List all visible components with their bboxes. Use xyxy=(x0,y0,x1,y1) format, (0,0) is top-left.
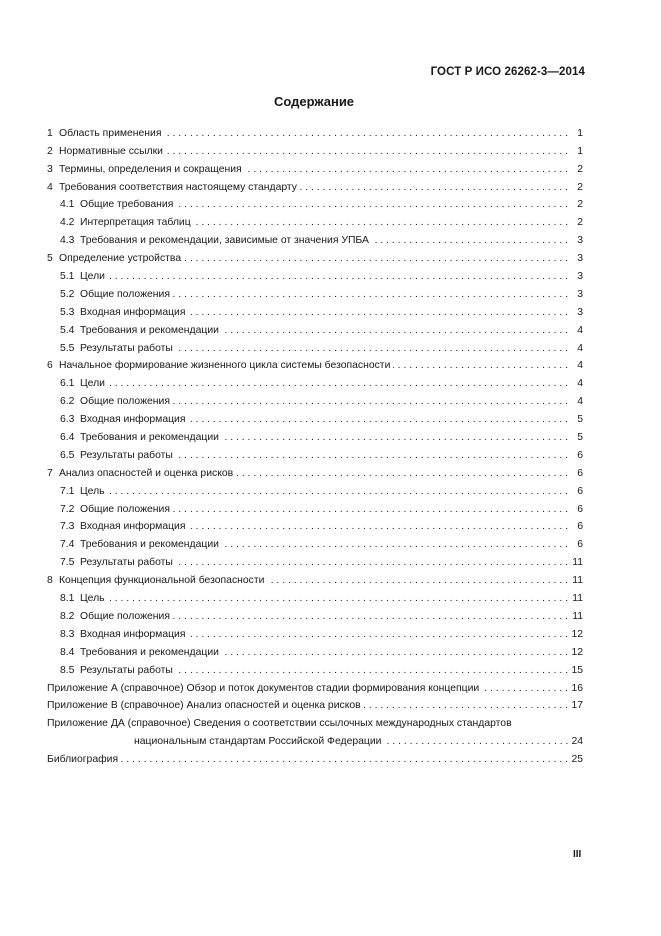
toc-entry[interactable] xyxy=(47,443,583,461)
toc-entry-title xyxy=(47,665,173,676)
dot-leader xyxy=(222,431,568,443)
toc-entry-page: 3 xyxy=(577,235,583,247)
toc-entry-number: 5.2 xyxy=(60,288,75,300)
toc-entry-number: 5.4 xyxy=(60,324,75,336)
toc-entry-page: 11 xyxy=(572,610,583,622)
toc-entry-label: Результаты работы xyxy=(80,449,173,461)
toc-entry-number: 5.5 xyxy=(60,342,75,354)
dot-leader xyxy=(222,324,568,336)
toc-entry-page: 11 xyxy=(572,593,583,605)
toc-entry-label: Требования соответствия настоящему стандарту xyxy=(59,181,297,193)
toc-entry-page: 25 xyxy=(571,754,583,766)
toc-entry[interactable] xyxy=(47,336,583,354)
toc-entry-label: Библиография xyxy=(47,754,119,766)
toc-entry-title xyxy=(47,700,361,711)
toc-entry-title xyxy=(47,683,479,694)
toc-entry-page: 1 xyxy=(577,127,583,139)
toc-appendix[interactable] xyxy=(47,694,583,712)
toc-entry-label: Требования и рекомендации xyxy=(80,432,219,444)
toc-entry-label: Результаты работы xyxy=(80,664,173,676)
toc-entry-label: Приложение А (справочное) Обзор и поток документов стадии формирования концепции xyxy=(47,682,480,694)
toc-entry[interactable] xyxy=(47,550,583,568)
dot-leader xyxy=(176,342,568,354)
dot-leader xyxy=(267,574,568,586)
toc-entry-page: 4 xyxy=(577,342,583,354)
toc-entry-page: 15 xyxy=(571,664,583,676)
toc-entry[interactable] xyxy=(47,568,583,586)
toc-entry-label: Цель xyxy=(80,485,105,497)
toc-entry-page: 6 xyxy=(577,521,583,533)
toc-entry-label: Интерпретация таблиц xyxy=(80,217,191,229)
toc-entry-label: Концепция функциональной безопасности xyxy=(59,575,265,587)
toc-entry-label: Входная информация xyxy=(80,521,186,533)
toc-entry-number: 5 xyxy=(47,253,53,265)
toc-entry-number: 6.3 xyxy=(60,414,75,426)
dot-leader xyxy=(184,252,568,264)
toc-entry-page: 3 xyxy=(577,253,583,265)
toc-entry-page: 1 xyxy=(577,145,583,157)
toc-entry-label: Общие требования xyxy=(80,199,174,211)
toc-entry-page: 2 xyxy=(577,163,583,175)
toc-entry-label: Определение устройства xyxy=(59,253,182,265)
toc-entry[interactable] xyxy=(47,622,583,640)
dot-leader xyxy=(166,145,568,157)
toc-entry-page: 6 xyxy=(577,485,583,497)
toc-entry-page: 6 xyxy=(577,449,583,461)
toc-entry[interactable] xyxy=(47,479,583,497)
toc-entry-number: 7.2 xyxy=(60,503,75,515)
table-of-contents xyxy=(47,121,583,765)
dot-leader xyxy=(173,288,568,300)
toc-entry-number: 4 xyxy=(47,181,53,193)
toc-entry-page: 12 xyxy=(571,628,583,640)
toc-title: Содержание xyxy=(273,94,355,109)
toc-entry-title xyxy=(47,343,173,354)
dot-leader xyxy=(393,359,568,371)
toc-entry[interactable] xyxy=(47,532,583,550)
toc-entry-label: Приложение В (справочное) Анализ опасностей и оценка рисков xyxy=(47,700,361,712)
toc-appendix-line2-text: национальным стандартам Российской Федерации xyxy=(134,736,382,748)
dot-leader xyxy=(108,270,568,282)
toc-entry-title xyxy=(47,539,219,550)
toc-entry-label: Общие положения xyxy=(80,503,170,515)
toc-entry-number: 7 xyxy=(47,467,53,479)
toc-entry[interactable] xyxy=(47,497,583,515)
dot-leader xyxy=(173,395,568,407)
toc-entry-number: 6.2 xyxy=(60,396,75,408)
dot-leader xyxy=(121,753,568,765)
toc-entry-page: 5 xyxy=(577,414,583,426)
toc-entry-number: 8.1 xyxy=(60,593,75,605)
toc-entry-label: Требования и рекомендации xyxy=(80,539,219,551)
toc-entry[interactable] xyxy=(47,157,583,175)
toc-entry-page: 2 xyxy=(577,181,583,193)
toc-entry-number: 8.4 xyxy=(60,646,75,658)
toc-entry[interactable] xyxy=(47,300,583,318)
toc-entry-label: Цель xyxy=(80,593,105,605)
toc-entry-page: 17 xyxy=(571,700,583,712)
toc-entry[interactable] xyxy=(47,318,583,336)
toc-entry-title xyxy=(47,593,105,604)
toc-entry-title xyxy=(47,414,186,425)
toc-entry-label: Общие положения xyxy=(80,288,170,300)
toc-entry[interactable] xyxy=(47,658,583,676)
dot-leader xyxy=(176,664,568,676)
toc-entry-title xyxy=(47,575,264,586)
toc-entry[interactable] xyxy=(47,604,583,622)
dot-leader xyxy=(364,699,568,711)
toc-entry-page: 3 xyxy=(577,306,583,318)
toc-entry-number: 7.5 xyxy=(60,557,75,569)
dot-leader xyxy=(300,181,568,193)
toc-entry-title xyxy=(47,754,118,765)
document-code: ГОСТ Р ИСО 26262-3—2014 xyxy=(430,66,585,78)
toc-entry-label: Общие положения xyxy=(80,396,170,408)
dot-leader xyxy=(189,413,569,425)
toc-entry[interactable] xyxy=(47,175,583,193)
toc-entry-label: Цели xyxy=(80,271,105,283)
dot-leader xyxy=(176,198,568,210)
dot-leader xyxy=(164,127,568,139)
toc-entry-label: Общие положения xyxy=(80,610,170,622)
toc-entry[interactable] xyxy=(47,389,583,407)
toc-entry[interactable] xyxy=(47,121,583,139)
dot-leader xyxy=(173,610,568,622)
dot-leader xyxy=(108,377,568,389)
dot-leader xyxy=(384,735,568,747)
toc-entry-title xyxy=(47,504,170,515)
toc-entry-page: 12 xyxy=(571,646,583,658)
toc-entry-page: 2 xyxy=(577,217,583,229)
toc-entry-number: 6.4 xyxy=(60,432,75,444)
toc-entry-label: Требования и рекомендации, зависимые от значения УПБА xyxy=(80,235,369,247)
toc-entry-label: Результаты работы xyxy=(80,557,173,569)
dot-leader xyxy=(189,628,569,640)
toc-entry-number: 8.3 xyxy=(60,628,75,640)
toc-entry-title xyxy=(47,217,191,228)
toc-entry[interactable] xyxy=(47,210,583,228)
dot-leader xyxy=(482,682,568,694)
toc-entry[interactable] xyxy=(47,264,583,282)
dot-leader xyxy=(189,520,569,532)
toc-entry-label: Результаты работы xyxy=(80,342,173,354)
toc-entry-label: Входная информация xyxy=(80,306,186,318)
toc-entry-number: 4.2 xyxy=(60,217,75,229)
toc-entry[interactable] xyxy=(47,228,583,246)
toc-entry-page: 11 xyxy=(572,557,583,569)
toc-entry[interactable] xyxy=(47,354,583,372)
toc-entry[interactable] xyxy=(47,515,583,533)
toc-entry-title xyxy=(47,521,186,532)
dot-leader xyxy=(236,467,568,479)
toc-entry-number: 2 xyxy=(47,145,53,157)
toc-entry-number: 4.1 xyxy=(60,199,75,211)
toc-entry[interactable] xyxy=(47,246,583,264)
toc-entry-page: 6 xyxy=(577,503,583,515)
toc-entry-number: 8 xyxy=(47,575,53,587)
toc-entry[interactable] xyxy=(47,193,583,211)
toc-entry-page: 24 xyxy=(571,736,583,748)
toc-entry-page: 5 xyxy=(577,432,583,444)
toc-entry-number: 5.3 xyxy=(60,306,75,318)
toc-entry-number: 7.4 xyxy=(60,539,75,551)
toc-entry[interactable] xyxy=(47,461,583,479)
toc-entry-page: 3 xyxy=(577,288,583,300)
toc-entry-page: 3 xyxy=(577,271,583,283)
dot-leader xyxy=(245,163,568,175)
toc-entry-label: Область применения xyxy=(59,127,162,139)
toc-entry-label: Нормативные ссылки xyxy=(59,145,163,157)
toc-entry-label: Начальное формирование жизненного цикла системы безопасности xyxy=(59,360,391,372)
toc-entry-number: 6.5 xyxy=(60,449,75,461)
toc-entry-title xyxy=(47,647,219,658)
toc-entry-number: 7.1 xyxy=(60,485,75,497)
toc-entry-title xyxy=(47,360,390,371)
dot-leader xyxy=(189,306,569,318)
dot-leader xyxy=(108,485,568,497)
toc-entry-label: Термины, определения и сокращения xyxy=(59,163,242,175)
toc-entry-title xyxy=(47,164,242,175)
toc-entry-page: 2 xyxy=(577,199,583,211)
dot-leader xyxy=(173,503,568,515)
toc-bibliography[interactable] xyxy=(47,747,583,765)
dot-leader xyxy=(222,646,568,658)
toc-entry-title xyxy=(47,486,105,497)
dot-leader xyxy=(194,216,568,228)
toc-entry-title xyxy=(47,432,219,443)
toc-entry-title xyxy=(47,378,105,389)
toc-entry[interactable] xyxy=(47,586,583,604)
page-number: III xyxy=(573,849,582,860)
toc-entry-title xyxy=(47,182,297,193)
toc-entry[interactable] xyxy=(47,139,583,157)
toc-entry-label: Цели xyxy=(80,378,105,390)
toc-entry[interactable] xyxy=(47,407,583,425)
toc-entry[interactable] xyxy=(47,282,583,300)
toc-entry-title xyxy=(47,146,163,157)
toc-entry-number: 8.5 xyxy=(60,664,75,676)
toc-entry-page: 6 xyxy=(577,467,583,479)
toc-entry-title xyxy=(47,557,173,568)
toc-appendix-da[interactable] xyxy=(47,711,583,747)
toc-entry-title xyxy=(47,128,161,139)
toc-appendix-line2 xyxy=(47,735,583,747)
toc-entry[interactable] xyxy=(47,371,583,389)
toc-appendix[interactable] xyxy=(47,676,583,694)
toc-entry-title xyxy=(47,307,186,318)
toc-entry-title xyxy=(47,396,170,407)
toc-entry-number: 5.1 xyxy=(60,271,75,283)
toc-entry-page: 11 xyxy=(572,575,583,587)
toc-entry-label: Требования и рекомендации xyxy=(80,646,219,658)
toc-entry-title xyxy=(47,611,170,622)
toc-entry-title xyxy=(47,468,233,479)
dot-leader xyxy=(372,234,568,246)
toc-entry-page: 4 xyxy=(577,396,583,408)
toc-entry-title xyxy=(47,629,186,640)
toc-entry-title xyxy=(47,235,369,246)
toc-entry-number: 3 xyxy=(47,163,53,175)
toc-entry-title xyxy=(47,289,170,300)
toc-entry[interactable] xyxy=(47,425,583,443)
toc-entry-title xyxy=(47,199,173,210)
toc-entry-page: 16 xyxy=(571,682,583,694)
toc-entry-title xyxy=(47,271,105,282)
dot-leader xyxy=(222,538,568,550)
toc-entry-label: Входная информация xyxy=(80,628,186,640)
dot-leader xyxy=(176,556,568,568)
toc-entry-label: Анализ опасностей и оценка рисков xyxy=(59,467,234,479)
toc-entry-title xyxy=(47,253,181,264)
dot-leader xyxy=(176,449,568,461)
toc-entry-title xyxy=(47,450,173,461)
dot-leader xyxy=(108,592,568,604)
toc-entry-number: 6 xyxy=(47,360,53,372)
toc-entry-label: Входная информация xyxy=(80,414,186,426)
toc-entry-number: 7.3 xyxy=(60,521,75,533)
toc-entry-page: 4 xyxy=(577,378,583,390)
toc-entry-page: 4 xyxy=(577,324,583,336)
toc-entry-number: 1 xyxy=(47,127,53,139)
toc-entry-page: 4 xyxy=(577,360,583,372)
toc-entry-page: 6 xyxy=(577,539,583,551)
toc-entry-number: 6.1 xyxy=(60,378,75,390)
toc-entry-number: 8.2 xyxy=(60,610,75,622)
toc-appendix-line1: Приложение ДА (справочное) Сведения о соответствии ссылочных международных стандартов xyxy=(47,718,512,730)
toc-entry-title xyxy=(47,325,219,336)
toc-entry-number: 4.3 xyxy=(60,235,75,247)
toc-entry[interactable] xyxy=(47,640,583,658)
toc-entry-label: Требования и рекомендации xyxy=(80,324,219,336)
